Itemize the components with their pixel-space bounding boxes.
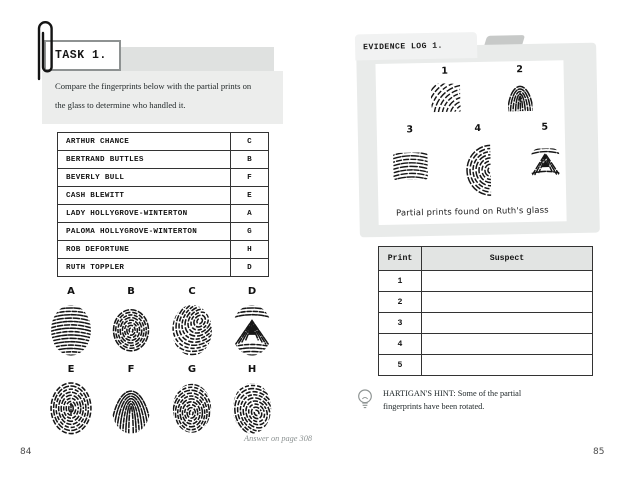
fingerprint-e bbox=[48, 379, 94, 436]
suspect-print-letter: E bbox=[231, 187, 269, 205]
fingerprint-label-d: D bbox=[247, 286, 257, 297]
fingerprint-b bbox=[108, 301, 154, 358]
fingerprint-label-f: F bbox=[127, 364, 135, 375]
log-header-suspect: Suspect bbox=[422, 247, 593, 271]
page-number-left: 84 bbox=[20, 447, 32, 457]
hint-text bbox=[383, 387, 553, 413]
hint-line-2: fingerprints have been rotated. bbox=[383, 402, 485, 411]
log-print-number: 5 bbox=[379, 355, 422, 376]
partial-print-label-1: 1 bbox=[441, 65, 449, 77]
fingerprint-label-e: E bbox=[67, 364, 75, 375]
suspect-print-letter: D bbox=[231, 259, 269, 277]
evidence-log-table bbox=[378, 246, 593, 376]
suspects-table bbox=[57, 132, 269, 277]
partial-print-label-3: 3 bbox=[406, 124, 414, 136]
suspect-name: LADY HOLLYGROVE-WINTERTON bbox=[58, 205, 231, 223]
suspect-name: BERTRAND BUTTLES bbox=[58, 151, 231, 169]
partial-print-label-4: 4 bbox=[474, 122, 482, 135]
log-print-number: 2 bbox=[379, 292, 422, 313]
suspect-name: CASH BLEWITT bbox=[58, 187, 231, 205]
suspect-name: ROB DEFORTUNE bbox=[58, 241, 231, 259]
answer-note: Answer on page 308 bbox=[244, 434, 312, 443]
task-title: TASK 1. bbox=[55, 49, 107, 62]
suspect-print-letter: C bbox=[231, 133, 269, 151]
suspect-print-letter: F bbox=[231, 169, 269, 187]
log-suspect-cell bbox=[422, 334, 593, 355]
partial-print-1 bbox=[427, 80, 464, 115]
suspect-name: PALOMA HOLLYGROVE-WINTERTON bbox=[58, 223, 231, 241]
fingerprint-h bbox=[229, 379, 275, 436]
fingerprint-label-h: H bbox=[247, 364, 257, 375]
page-number-right: 85 bbox=[593, 447, 605, 457]
partial-print-4 bbox=[464, 142, 493, 200]
suspects-row bbox=[58, 151, 269, 169]
partial-print-5 bbox=[527, 145, 564, 180]
fingerprint-f bbox=[108, 379, 154, 436]
suspect-print-letter: A bbox=[231, 205, 269, 223]
instructions-card bbox=[42, 71, 283, 124]
log-print-number: 1 bbox=[379, 271, 422, 292]
suspects-row bbox=[58, 187, 269, 205]
log-print-number: 3 bbox=[379, 313, 422, 334]
log-row bbox=[379, 355, 593, 376]
fingerprint-d bbox=[229, 301, 275, 358]
fingerprint-label-a: A bbox=[67, 286, 75, 297]
suspects-row bbox=[58, 223, 269, 241]
fingerprint-label-c: C bbox=[188, 286, 196, 297]
hint-line-1: HARTIGAN'S HINT: Some of the partial bbox=[383, 389, 522, 398]
folder-tab bbox=[355, 32, 477, 60]
suspect-print-letter: H bbox=[231, 241, 269, 259]
suspect-print-letter: G bbox=[231, 223, 269, 241]
log-row bbox=[379, 313, 593, 334]
fingerprint-c bbox=[169, 301, 215, 358]
suspect-name: RUTH TOPPLER bbox=[58, 259, 231, 277]
paperclip-icon bbox=[32, 15, 57, 83]
suspect-name: BEVERLY BULL bbox=[58, 169, 231, 187]
suspects-row bbox=[58, 169, 269, 187]
instructions-line-2: the glass to determine who handled it. bbox=[55, 100, 186, 110]
suspects-row bbox=[58, 205, 269, 223]
log-header-row bbox=[379, 247, 593, 271]
suspects-row bbox=[58, 259, 269, 277]
partial-print-3 bbox=[391, 148, 430, 183]
fingerprint-a bbox=[48, 301, 94, 358]
instructions-line-1: Compare the fingerprints below with the partial prints on bbox=[55, 81, 252, 91]
log-suspect-cell bbox=[422, 292, 593, 313]
log-row bbox=[379, 334, 593, 355]
log-suspect-cell bbox=[422, 271, 593, 292]
fingerprint-label-g: G bbox=[187, 364, 197, 375]
log-row bbox=[379, 271, 593, 292]
suspect-name: ARTHUR CHANCE bbox=[58, 133, 231, 151]
suspects-row bbox=[58, 241, 269, 259]
partial-print-2 bbox=[503, 79, 538, 114]
log-row bbox=[379, 292, 593, 313]
partial-print-label-2: 2 bbox=[516, 64, 524, 76]
fingerprint-label-b: B bbox=[127, 286, 135, 297]
log-print-number: 4 bbox=[379, 334, 422, 355]
lightbulb-icon bbox=[356, 388, 374, 410]
suspects-row bbox=[58, 133, 269, 151]
evidence-folder bbox=[356, 43, 600, 238]
log-suspect-cell bbox=[422, 313, 593, 334]
evidence-log-title: EVIDENCE LOG 1. bbox=[363, 41, 443, 52]
evidence-caption: Partial prints found on Ruth's glass bbox=[395, 204, 549, 218]
log-suspect-cell bbox=[422, 355, 593, 376]
fingerprint-g bbox=[169, 379, 215, 436]
partial-print-label-5: 5 bbox=[541, 121, 549, 133]
suspect-print-letter: B bbox=[231, 151, 269, 169]
log-header-print: Print bbox=[379, 247, 422, 271]
